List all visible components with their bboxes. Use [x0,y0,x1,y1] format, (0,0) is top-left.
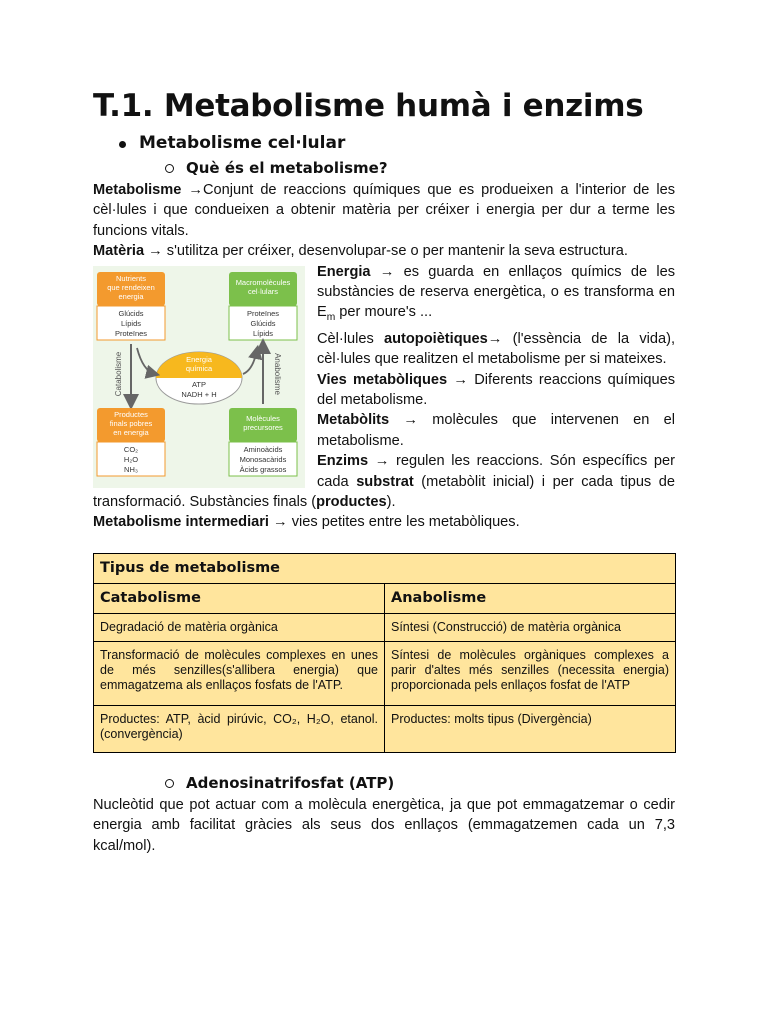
bullet-icon [119,141,126,148]
atp-paragraph: Nucleòtid que pot actuar com a molècula energètica, ja que pot emmagatzemar o cedir energia amb facilitat gràcies als seus dos enllaços (emmagatzemen cada un 7,3 kcal/mol). [93,796,675,854]
box-item: Monosacàrids [239,454,287,464]
hollow-bullet-icon [165,164,174,173]
box-title-line: cel·lulars [247,286,279,296]
box-title-line: energia [118,291,144,301]
table-cell: Síntesi (Construcció) de matèria orgànica [385,613,676,641]
box-item: Glúcids [250,318,276,328]
section-heading [93,130,675,156]
table-cell: Degradació de matèria orgànica [94,613,385,641]
energy-title-line: Energia [186,354,212,364]
macromolecules-box [229,272,297,340]
table-cell: Síntesi de molècules orgàniques complexes a parir d'altes més senzilles (necessita energia) proporcionada pels enllaços fosfat de l'ATP [385,641,676,705]
definition-materia [93,241,675,261]
definition-text: →Conjunt de reaccions químiques que es produeixen a l'interior de les cèl·lules i que condueixen a obtenir matèria per créixer i energia per dur a terme les funcions vitals. [93,182,675,239]
term: Matèria [93,243,145,260]
subsection-heading [93,156,675,180]
box-item: Lípids [120,318,142,328]
anabolism-label: Anabolisme [273,352,282,395]
definition-text: ). [386,494,396,510]
term: productes [316,494,387,510]
box-title-line: precursores [243,422,283,432]
metabolism-diagram [93,266,305,488]
box-item: Proteïnes [246,308,280,318]
table-cell: Productes: molts tipus (Divergència) [385,705,676,752]
term: Metabòlits [317,412,390,429]
table-header-row [94,583,676,613]
subsection-heading-text: Què és el metabolisme? [186,159,388,177]
box-item: Àcids grassos [239,464,287,474]
box-item: Aminoàcids [243,444,283,454]
box-item: Glúcids [118,308,144,318]
definition-text: per moure's ... [335,304,433,321]
energy-ellipse [156,352,242,404]
box-item: NH₃ [124,464,138,474]
table-row [94,641,676,705]
definition-text: → molècules que intervenen en el metabolisme. [317,412,675,449]
box-title-line: Productes [114,409,148,419]
table-header-anabolisme: Anabolisme [385,583,676,613]
definition-text: (metabòlit inicial) i per cada tipus de transformació. Substàncies finals ( [93,473,675,510]
table-row [94,705,676,752]
term: Vies metabòliques [317,371,448,388]
definition-text: Cèl·lules [317,330,384,347]
document-page [93,86,675,856]
hollow-bullet-icon [165,779,174,788]
box-title-line: finals pobres [109,418,153,428]
table-cell: Productes: ATP, àcid pirúvic, CO₂, H₂O, etanol. (convergència) [94,705,385,752]
definition-intermediari [93,512,675,532]
definition-text: → es guarda en enllaços químics de les substàncies de reserva energètica, o es transforma en E [317,263,675,321]
box-item: CO₂ [123,444,139,454]
definition-metabolisme [93,180,675,241]
subsection-heading-text: Adenosinatrifosfat (ATP) [186,773,395,792]
final-products-box [97,408,165,476]
box-item: Proteïnes [114,328,148,338]
figure-wrap [93,262,675,533]
subscript: m [326,312,336,324]
definition-text: → regulen les reaccions. Són específics per cada [317,453,675,490]
metabolism-types-table [93,553,676,753]
term: autopoiètiques→ [384,330,503,347]
term: substrat [356,473,414,490]
subsection-heading-atp [93,771,675,795]
page-title: T.1. Metabolisme humà i enzims [93,88,644,124]
table-title: Tipus de metabolisme [94,553,676,583]
box-item: H₂O [123,454,139,464]
table-title-row [94,553,676,583]
catabolism-label: Catabolisme [114,351,123,396]
energy-title-line: química [185,363,213,373]
definition-text: → vies petites entre les metabòliques. [269,514,520,531]
energy-item: NADH + H [181,389,217,399]
box-item: Lípids [252,328,274,338]
energy-item: ATP [191,379,207,389]
box-title-line: en energia [113,427,149,437]
table-header-catabolisme: Catabolisme [94,583,385,613]
definition-text: → Diferents reaccions químiques del metabolisme. [317,371,675,408]
table-cell: Transformació de molècules complexes en unes de més senzilles(s'allibera energia) que emmagatzema als enllaços fosfats de l'ATP. [94,641,385,705]
precursor-molecules-box [229,408,297,476]
box-title-line: Macromolècules [235,277,291,287]
box-title-line: que rendeixen [107,282,155,292]
box-title-line: Molècules [246,413,280,423]
term: Metabolisme [93,182,182,198]
term: Metabolisme intermediari [93,514,269,531]
term: Enzims [317,453,369,470]
table-row [94,613,676,641]
definition-text: → s'utilitza per créixer, desenvolupar-se o per mantenir la seva estructura. [144,243,628,260]
definition-text: (l'essència de la vida), cèl·lules que realitzen el metabolisme per si mateixes. [317,330,676,368]
section-heading-text: Metabolisme cel·lular [139,133,346,153]
nutrients-box [97,272,165,340]
box-title-line: Nutrients [115,273,147,283]
term: Energia [317,263,371,280]
